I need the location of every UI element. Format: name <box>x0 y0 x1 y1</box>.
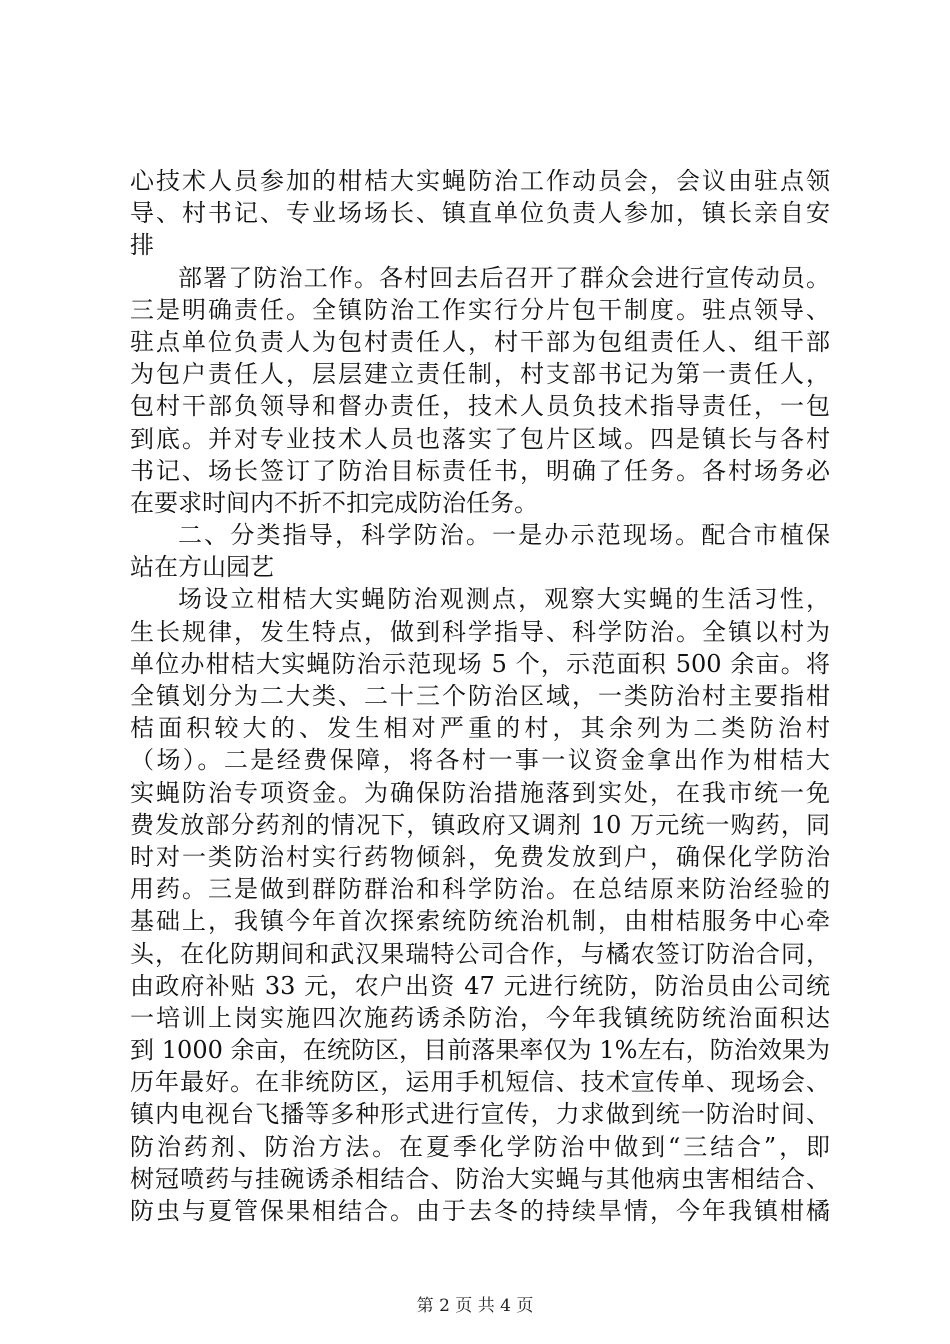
text-line: 部署了防治工作。各村回去后召开了群众会进行宣传动员。 <box>178 263 830 292</box>
text-line: 单位办柑桔大实蝇防治示范现场 5 个，示范面积 500 余亩。将 <box>130 649 830 678</box>
text-line: 包村干部负领导和督办责任，技术人员负技术指导责任，一包 <box>130 392 830 421</box>
document-body <box>130 165 830 1227</box>
text-line: 书记、场长签订了防治目标责任书，明确了任务。各村场务必 <box>130 456 830 485</box>
text-line: 三是明确责任。全镇防治工作实行分片包干制度。驻点领导、 <box>130 295 830 324</box>
text-line: 基础上，我镇今年首次探索统防统治机制，由柑桔服务中心牵 <box>130 907 830 936</box>
text-line: 头，在化防期间和武汉果瑞特公司合作，与橘农签订防治合同， <box>130 939 830 968</box>
text-line: 桔面积较大的、发生相对严重的村，其余列为二类防治村 <box>130 714 830 743</box>
text-line: 全镇划分为二大类、二十三个防治区域，一类防治村主要指柑 <box>130 682 830 710</box>
text-line: 站在方山园艺 <box>130 553 274 582</box>
text-line: 驻点单位负责人为包村责任人，村干部为包组责任人、组干部 <box>130 327 830 356</box>
text-line: 排 <box>130 231 154 260</box>
text-line: 历年最好。在非统防区，运用手机短信、技术宣传单、现场会、 <box>130 1068 830 1097</box>
text-line: 时对一类防治村实行药物倾斜，免费发放到户，确保化学防治 <box>130 842 830 871</box>
text-line: 实蝇防治专项资金。为确保防治措施落到实处，在我市统一免 <box>130 778 830 807</box>
text-line: 到底。并对专业技术人员也落实了包片区域。四是镇长与各村 <box>130 424 830 453</box>
text-line: 在要求时间内不折不扣完成防治任务。 <box>130 488 538 517</box>
text-line: 二、分类指导，科学防治。一是办示范现场。配合市植保 <box>178 521 830 550</box>
text-line: 费发放部分药剂的情况下，镇政府又调剂 10 万元统一购药，同 <box>130 810 830 839</box>
text-line: 防虫与夏管保果相结合。由于去冬的持续旱情，今年我镇柑橘 <box>130 1197 830 1225</box>
text-line: （场）。二是经费保障，将各村一事一议资金拿出作为柑桔大 <box>130 746 830 775</box>
text-line: 镇内电视台飞播等多种形式进行宣传，力求做到统一防治时间、 <box>130 1100 830 1129</box>
text-line: 由政府补贴 33 元，农户出资 47 元进行统防，防治员由公司统 <box>130 971 830 1000</box>
text-line: 到 1000 余亩，在统防区，目前落果率仅为 1%左右，防治效果为 <box>130 1036 830 1065</box>
text-line: 防治药剂、防治方法。在夏季化学防治中做到“三结合”，即 <box>130 1132 830 1161</box>
text-line: 树冠喷药与挂碗诱杀相结合、防治大实蝇与其他病虫害相结合、 <box>130 1164 830 1193</box>
text-line: 导、村书记、专业场场长、镇直单位负责人参加，镇长亲自安 <box>130 199 830 228</box>
text-line: 场设立柑桔大实蝇防治观测点，观察大实蝇的生活习性， <box>178 585 830 614</box>
text-line: 为包户责任人，层层建立责任制，村支部书记为第一责任人， <box>130 360 830 389</box>
text-line: 一培训上岗实施四次施药诱杀防治，今年我镇统防统治面积达 <box>130 1003 830 1032</box>
text-line: 用药。三是做到群防群治和科学防治。在总结原来防治经验的 <box>130 875 830 904</box>
text-line: 生长规律，发生特点，做到科学指导、科学防治。全镇以村为 <box>130 617 830 646</box>
page-footer: 第 2 页 共 4 页 <box>416 1296 534 1316</box>
text-line: 心技术人员参加的柑桔大实蝇防治工作动员会，会议由驻点领 <box>130 167 830 195</box>
